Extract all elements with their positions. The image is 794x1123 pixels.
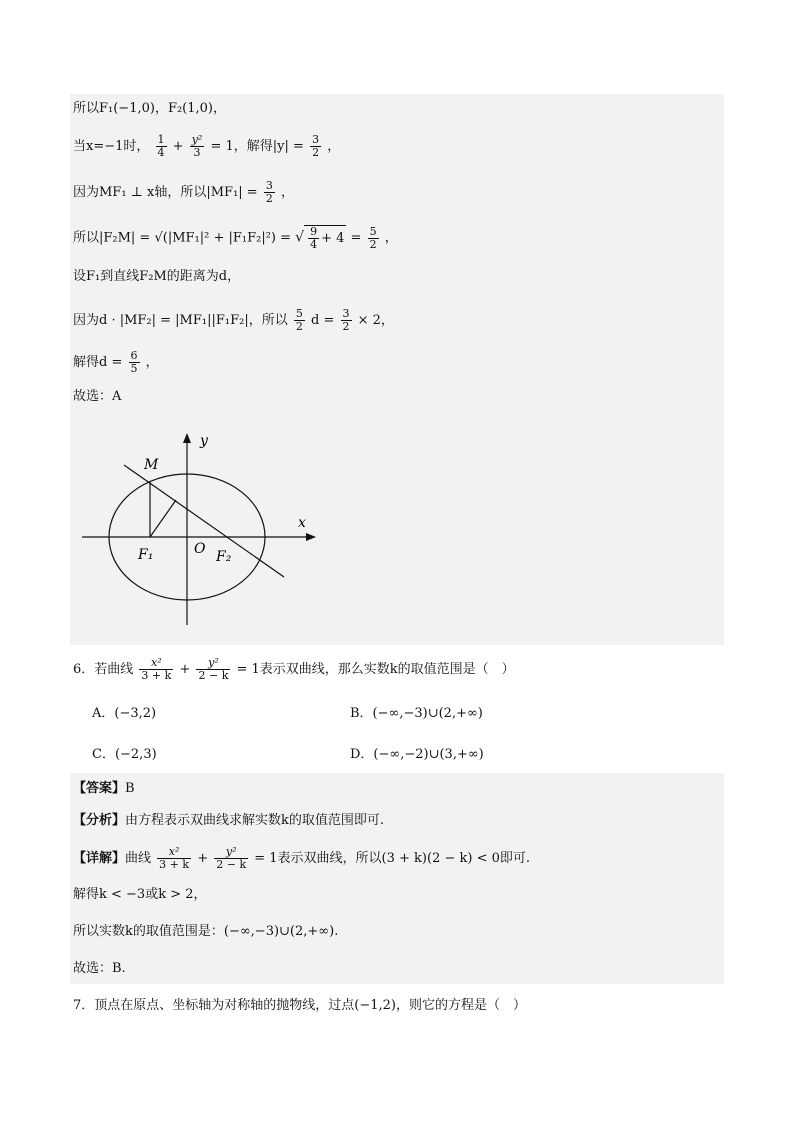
solution-text: ， <box>280 185 294 200</box>
solution-text: 设F₁到直线F₂M的距离为d， <box>73 269 241 284</box>
option-D[interactable] <box>350 743 484 762</box>
numerator: 5 <box>369 224 377 238</box>
solution-line-4 <box>73 225 398 251</box>
solution-line-6 <box>73 308 394 333</box>
analysis-line <box>73 812 384 830</box>
sqrt-sign: √ <box>295 229 305 246</box>
solution-line-3 <box>73 180 294 205</box>
option-C[interactable] <box>92 743 157 762</box>
solution-text: 所以实数k的取值范围是：(−∞,−3)∪(2,+∞). <box>73 924 339 939</box>
sqrt-tail: + 4 <box>321 231 345 246</box>
denominator: 3 <box>193 146 201 159</box>
answer-line <box>73 780 135 798</box>
fraction <box>214 846 248 871</box>
question-text: 7．顶点在原点、坐标轴为对称轴的抛物线，过点(−1,2)，则它的方程是（ ） <box>73 998 526 1013</box>
solution-text: 当x=−1时， <box>73 139 150 154</box>
label-y: y <box>200 433 208 449</box>
denominator: 2 <box>342 320 350 333</box>
denominator: 4 <box>157 146 165 159</box>
numerator: x² <box>139 657 173 670</box>
solution-text: ， <box>384 230 398 246</box>
solution-text: 因为MF₁ ⊥ x轴，所以|MF₁| = <box>73 185 258 200</box>
solution-text: ， <box>327 139 341 154</box>
fraction <box>190 134 205 159</box>
option-B[interactable] <box>350 702 483 721</box>
solution-text: ， <box>145 355 159 370</box>
range-line <box>73 923 338 941</box>
numerator: 3 <box>312 133 320 146</box>
fraction <box>264 180 275 205</box>
denominator: 2 <box>369 237 377 251</box>
solution-line-7 <box>73 350 159 375</box>
denominator: 2 − k <box>216 858 247 871</box>
solution-line-5 <box>73 268 240 286</box>
denominator: 5 <box>130 362 138 375</box>
solution-text: = 1，解得|y| = <box>210 139 304 154</box>
segment-F1-perpendicular <box>150 500 176 537</box>
solution-text: 因为d · |MF₂| = |MF₁||F₁F₂|，所以 <box>73 313 288 328</box>
solution-text: 解得k < −3或k > 2， <box>73 887 207 902</box>
denominator: 3 + k <box>159 858 190 871</box>
question-6-stem <box>73 657 515 682</box>
numerator: y² <box>196 657 230 670</box>
analysis-text: 由方程表示双曲线求解实数k的取值范围即可. <box>125 813 385 828</box>
question-7-stem <box>73 997 526 1015</box>
detail-tag: 【详解】 <box>73 851 126 866</box>
label-M: M <box>144 457 159 473</box>
operator: + <box>179 662 191 677</box>
solve-line <box>73 886 207 904</box>
denominator: 4 <box>310 238 318 251</box>
x-axis-arrow <box>306 533 316 541</box>
choose-line <box>73 960 126 978</box>
operator: + <box>172 139 184 154</box>
answer-6-block <box>70 773 724 984</box>
operator: = <box>350 230 362 246</box>
fraction <box>156 134 167 159</box>
solution-text: × 2， <box>357 313 394 328</box>
option-A[interactable] <box>92 702 156 721</box>
question-text: 6．若曲线 <box>73 662 134 677</box>
solution-line-2 <box>73 134 340 159</box>
fraction <box>129 350 140 375</box>
solution-text: 解得d = <box>73 355 123 370</box>
fraction <box>308 226 319 251</box>
solution-text: 所以|F₂M| = √(|MF₁|² + |F₁F₂|²) = <box>73 230 292 246</box>
label-O: O <box>194 541 206 557</box>
solution-line-8 <box>73 388 121 406</box>
fraction <box>139 657 173 682</box>
detail-line <box>73 846 530 871</box>
fraction <box>157 846 191 871</box>
ellipse-figure <box>78 425 338 645</box>
analysis-tag: 【分析】 <box>73 813 126 828</box>
sqrt-body <box>304 225 346 251</box>
option-text: B．(−∞,−3)∪(2,+∞) <box>350 706 483 721</box>
fraction <box>294 308 305 333</box>
label-F2: F₂ <box>216 549 232 565</box>
numerator: y² <box>214 846 248 859</box>
label-F1: F₁ <box>138 547 154 563</box>
solution-text: d = <box>311 313 335 328</box>
fraction <box>368 226 379 251</box>
fraction <box>196 657 230 682</box>
detail-text: 曲线 <box>125 851 152 866</box>
option-text: D．(−∞,−2)∪(3,+∞) <box>350 747 484 762</box>
denominator: 3 + k <box>141 669 172 682</box>
denominator: 2 <box>265 192 273 205</box>
numerator: 3 <box>342 307 350 320</box>
operator: + <box>197 851 209 866</box>
solution-line-1 <box>73 100 226 118</box>
denominator: 2 <box>295 320 303 333</box>
denominator: 2 <box>312 146 320 159</box>
numerator: 9 <box>310 225 318 238</box>
option-text: C．(−2,3) <box>92 747 157 762</box>
solution-text: 故选：B. <box>73 961 126 976</box>
numerator: 5 <box>295 307 303 320</box>
denominator: 2 − k <box>198 669 229 682</box>
numerator: y² <box>191 133 203 146</box>
solution-text: 故选：A <box>73 389 122 404</box>
question-text: = 1表示双曲线，那么实数k的取值范围是（ ） <box>236 662 515 677</box>
numerator: 6 <box>130 349 138 362</box>
detail-text: = 1表示双曲线，所以(3 + k)(2 − k) < 0即可. <box>254 851 531 866</box>
numerator: x² <box>157 846 191 859</box>
y-axis-arrow <box>183 433 191 443</box>
solution-text: 所以F₁(−1,0)，F₂(1,0)， <box>73 101 226 116</box>
answer-tag: 【答案】 <box>73 781 126 796</box>
label-x: x <box>298 515 306 531</box>
numerator: 1 <box>157 133 165 146</box>
fraction <box>310 134 321 159</box>
answer-value: B <box>125 781 135 796</box>
numerator: 3 <box>265 179 273 192</box>
fraction <box>341 308 352 333</box>
option-text: A．(−3,2) <box>92 706 157 721</box>
